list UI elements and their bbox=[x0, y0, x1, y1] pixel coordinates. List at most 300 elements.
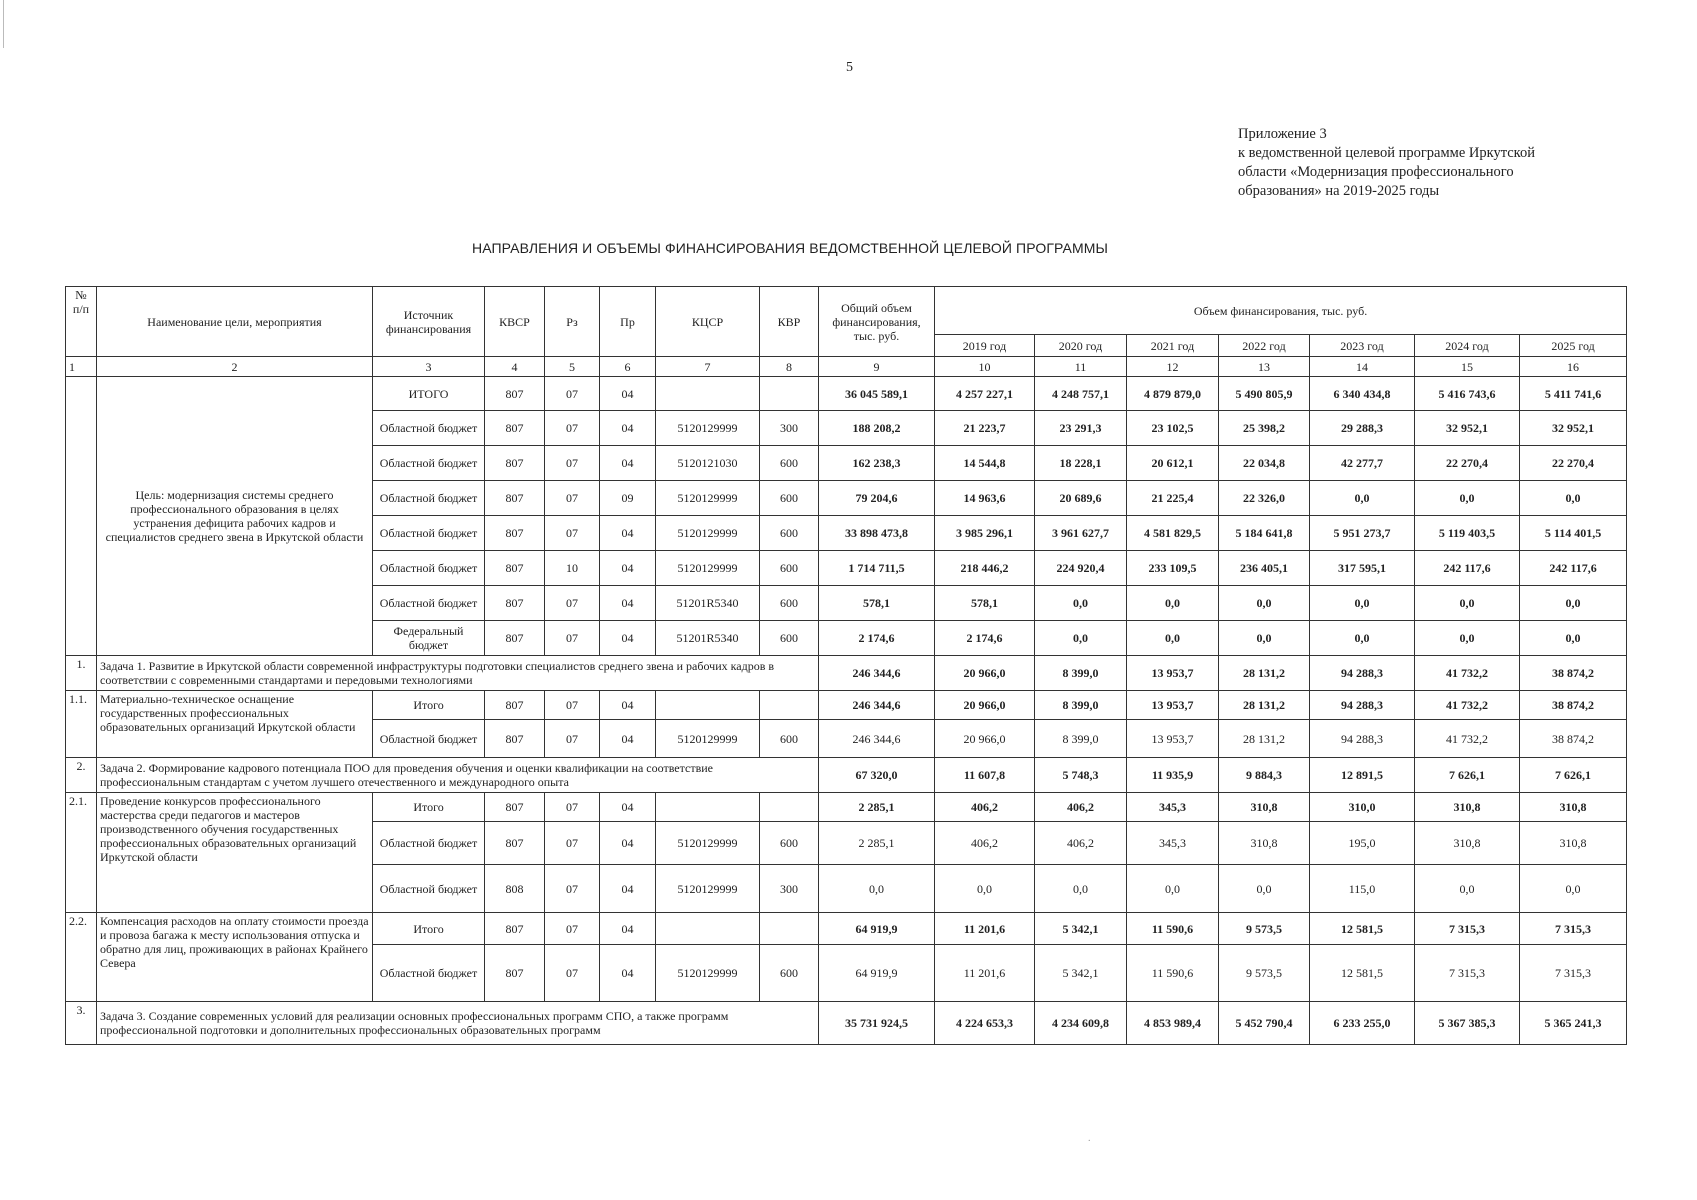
rz-cell: 07 bbox=[545, 793, 600, 822]
year-value-cell: 11 201,6 bbox=[935, 945, 1035, 1002]
year-value-cell: 233 109,5 bbox=[1127, 551, 1219, 586]
year-value-cell: 5 748,3 bbox=[1035, 758, 1127, 793]
row-number: 2.1. bbox=[66, 793, 97, 913]
year-value-cell: 18 228,1 bbox=[1035, 446, 1127, 481]
total-cell: 33 898 473,8 bbox=[819, 516, 935, 551]
year-value-cell: 22 270,4 bbox=[1415, 446, 1520, 481]
kvr-cell bbox=[760, 913, 819, 945]
kcsr-cell: 5120121030 bbox=[656, 446, 760, 481]
kvr-cell: 600 bbox=[760, 822, 819, 865]
total-cell: 35 731 924,5 bbox=[819, 1002, 935, 1045]
header-year: 2024 год bbox=[1415, 335, 1520, 357]
year-value-cell: 4 257 227,1 bbox=[935, 377, 1035, 411]
pr-cell: 04 bbox=[600, 411, 656, 446]
kcsr-cell: 51201R5340 bbox=[656, 621, 760, 656]
year-value-cell: 22 034,8 bbox=[1219, 446, 1310, 481]
kvr-cell: 300 bbox=[760, 865, 819, 913]
year-value-cell: 4 853 989,4 bbox=[1127, 1002, 1219, 1045]
source-cell: Областной бюджет bbox=[373, 945, 485, 1002]
year-value-cell: 7 315,3 bbox=[1415, 945, 1520, 1002]
col-number: 16 bbox=[1520, 357, 1627, 377]
kvr-cell: 600 bbox=[760, 446, 819, 481]
pr-cell: 04 bbox=[600, 913, 656, 945]
scan-speck: . bbox=[1088, 1133, 1091, 1144]
year-value-cell: 0,0 bbox=[1415, 865, 1520, 913]
appendix-line: области «Модернизация профессионального bbox=[1238, 164, 1514, 180]
year-value-cell: 14 963,6 bbox=[935, 481, 1035, 516]
row-number: 2. bbox=[66, 758, 97, 793]
header-kcsr: КЦСР bbox=[656, 287, 760, 357]
source-cell: Итого bbox=[373, 793, 485, 822]
header-year: 2025 год bbox=[1520, 335, 1627, 357]
col-number: 5 bbox=[545, 357, 600, 377]
kvr-cell: 600 bbox=[760, 720, 819, 758]
year-value-cell: 0,0 bbox=[1127, 621, 1219, 656]
header-year: 2020 год bbox=[1035, 335, 1127, 357]
col-number: 9 bbox=[819, 357, 935, 377]
year-value-cell: 13 953,7 bbox=[1127, 720, 1219, 758]
header-total: Общий объем финансирования, тыс. руб. bbox=[819, 287, 935, 357]
source-cell: Областной бюджет bbox=[373, 822, 485, 865]
col-number: 6 bbox=[600, 357, 656, 377]
year-value-cell: 8 399,0 bbox=[1035, 720, 1127, 758]
row-number: 1. bbox=[66, 656, 97, 691]
pr-cell: 04 bbox=[600, 621, 656, 656]
year-value-cell: 310,8 bbox=[1219, 822, 1310, 865]
row-number: 2.2. bbox=[66, 913, 97, 1002]
year-value-cell: 6 340 434,8 bbox=[1310, 377, 1415, 411]
kvr-cell: 600 bbox=[760, 516, 819, 551]
source-cell: Итого bbox=[373, 691, 485, 720]
task-row bbox=[66, 656, 1627, 691]
year-value-cell: 4 234 609,8 bbox=[1035, 1002, 1127, 1045]
source-cell: Областной бюджет bbox=[373, 720, 485, 758]
pr-cell: 04 bbox=[600, 551, 656, 586]
source-cell: Областной бюджет bbox=[373, 411, 485, 446]
kvsr-cell: 808 bbox=[485, 865, 545, 913]
header-kvsr: КВСР bbox=[485, 287, 545, 357]
rz-cell: 07 bbox=[545, 913, 600, 945]
year-value-cell: 9 573,5 bbox=[1219, 945, 1310, 1002]
year-value-cell: 4 224 653,3 bbox=[935, 1002, 1035, 1045]
year-value-cell: 20 966,0 bbox=[935, 691, 1035, 720]
year-value-cell: 28 131,2 bbox=[1219, 720, 1310, 758]
year-value-cell: 42 277,7 bbox=[1310, 446, 1415, 481]
kvr-cell bbox=[760, 377, 819, 411]
kcsr-cell bbox=[656, 913, 760, 945]
task-row bbox=[66, 1002, 1627, 1045]
pr-cell: 04 bbox=[600, 516, 656, 551]
kvsr-cell: 807 bbox=[485, 793, 545, 822]
year-value-cell: 12 581,5 bbox=[1310, 945, 1415, 1002]
header-row bbox=[66, 287, 1627, 335]
year-value-cell: 9 573,5 bbox=[1219, 913, 1310, 945]
year-value-cell: 0,0 bbox=[1310, 621, 1415, 656]
kvsr-cell: 807 bbox=[485, 586, 545, 621]
year-value-cell: 38 874,2 bbox=[1520, 656, 1627, 691]
header-year: 2019 год bbox=[935, 335, 1035, 357]
year-value-cell: 406,2 bbox=[1035, 822, 1127, 865]
year-value-cell: 5 367 385,3 bbox=[1415, 1002, 1520, 1045]
rz-cell: 07 bbox=[545, 377, 600, 411]
year-value-cell: 5 184 641,8 bbox=[1219, 516, 1310, 551]
year-value-cell: 38 874,2 bbox=[1520, 691, 1627, 720]
kvsr-cell: 807 bbox=[485, 822, 545, 865]
year-value-cell: 41 732,2 bbox=[1415, 720, 1520, 758]
year-value-cell: 8 399,0 bbox=[1035, 691, 1127, 720]
total-cell: 246 344,6 bbox=[819, 691, 935, 720]
header-pr: Пр bbox=[600, 287, 656, 357]
year-value-cell: 578,1 bbox=[935, 586, 1035, 621]
year-value-cell: 0,0 bbox=[1415, 621, 1520, 656]
year-value-cell: 21 225,4 bbox=[1127, 481, 1219, 516]
kvr-cell: 600 bbox=[760, 586, 819, 621]
kcsr-cell: 5120129999 bbox=[656, 481, 760, 516]
header-volume: Объем финансирования, тыс. руб. bbox=[935, 287, 1627, 335]
year-value-cell: 11 607,8 bbox=[935, 758, 1035, 793]
col-number: 10 bbox=[935, 357, 1035, 377]
total-cell: 64 919,9 bbox=[819, 913, 935, 945]
kcsr-cell: 5120129999 bbox=[656, 822, 760, 865]
year-value-cell: 32 952,1 bbox=[1415, 411, 1520, 446]
year-value-cell: 0,0 bbox=[1520, 481, 1627, 516]
kcsr-cell: 5120129999 bbox=[656, 865, 760, 913]
pr-cell: 09 bbox=[600, 481, 656, 516]
year-value-cell: 6 233 255,0 bbox=[1310, 1002, 1415, 1045]
total-cell: 188 208,2 bbox=[819, 411, 935, 446]
year-value-cell: 22 270,4 bbox=[1520, 446, 1627, 481]
total-cell: 162 238,3 bbox=[819, 446, 935, 481]
year-value-cell: 224 920,4 bbox=[1035, 551, 1127, 586]
year-value-cell: 0,0 bbox=[1127, 586, 1219, 621]
kvr-cell: 300 bbox=[760, 411, 819, 446]
header-kvr: КВР bbox=[760, 287, 819, 357]
year-value-cell: 5 951 273,7 bbox=[1310, 516, 1415, 551]
total-cell: 2 285,1 bbox=[819, 822, 935, 865]
appendix-line: образования» на 2019-2025 годы bbox=[1238, 183, 1440, 199]
total-cell: 2 174,6 bbox=[819, 621, 935, 656]
col-number: 7 bbox=[656, 357, 760, 377]
kvr-cell: 600 bbox=[760, 551, 819, 586]
kvr-cell: 600 bbox=[760, 621, 819, 656]
header-source: Источник финансирования bbox=[373, 287, 485, 357]
year-value-cell: 345,3 bbox=[1127, 793, 1219, 822]
pr-cell: 04 bbox=[600, 446, 656, 481]
appendix-line: к ведомственной целевой программе Иркутской bbox=[1238, 145, 1535, 161]
year-value-cell: 3 985 296,1 bbox=[935, 516, 1035, 551]
rz-cell: 10 bbox=[545, 551, 600, 586]
task-name: Задача 2. Формирование кадрового потенциала ПОО для проведения обучения и оценки квалификации на соответствие профессиональным стандартам с учетом лучшего отечественного и международного опыта bbox=[97, 758, 819, 793]
year-value-cell: 5 342,1 bbox=[1035, 913, 1127, 945]
kcsr-cell bbox=[656, 691, 760, 720]
year-value-cell: 317 595,1 bbox=[1310, 551, 1415, 586]
year-value-cell: 94 288,3 bbox=[1310, 720, 1415, 758]
year-value-cell: 218 446,2 bbox=[935, 551, 1035, 586]
year-value-cell: 94 288,3 bbox=[1310, 691, 1415, 720]
col-number: 2 bbox=[97, 357, 373, 377]
year-value-cell: 20 612,1 bbox=[1127, 446, 1219, 481]
year-value-cell: 310,0 bbox=[1310, 793, 1415, 822]
kvsr-cell: 807 bbox=[485, 945, 545, 1002]
pr-cell: 04 bbox=[600, 586, 656, 621]
year-value-cell: 21 223,7 bbox=[935, 411, 1035, 446]
kvr-cell bbox=[760, 691, 819, 720]
kcsr-cell: 5120129999 bbox=[656, 551, 760, 586]
source-cell: Федеральный бюджет bbox=[373, 621, 485, 656]
year-value-cell: 0,0 bbox=[1520, 865, 1627, 913]
year-value-cell: 345,3 bbox=[1127, 822, 1219, 865]
year-value-cell: 5 365 241,3 bbox=[1520, 1002, 1627, 1045]
year-value-cell: 28 131,2 bbox=[1219, 691, 1310, 720]
source-cell: Областной бюджет bbox=[373, 551, 485, 586]
year-value-cell: 0,0 bbox=[1415, 586, 1520, 621]
source-cell: Итого bbox=[373, 913, 485, 945]
year-value-cell: 13 953,7 bbox=[1127, 691, 1219, 720]
total-cell: 1 714 711,5 bbox=[819, 551, 935, 586]
pr-cell: 04 bbox=[600, 793, 656, 822]
kvsr-cell: 807 bbox=[485, 720, 545, 758]
pr-cell: 04 bbox=[600, 822, 656, 865]
source-cell: Областной бюджет bbox=[373, 865, 485, 913]
pr-cell: 04 bbox=[600, 720, 656, 758]
year-value-cell: 20 966,0 bbox=[935, 720, 1035, 758]
year-value-cell: 8 399,0 bbox=[1035, 656, 1127, 691]
kvsr-cell: 807 bbox=[485, 446, 545, 481]
rz-cell: 07 bbox=[545, 865, 600, 913]
kcsr-cell bbox=[656, 793, 760, 822]
appendix-line: Приложение 3 bbox=[1238, 126, 1327, 142]
header-year: 2023 год bbox=[1310, 335, 1415, 357]
year-value-cell: 310,8 bbox=[1415, 793, 1520, 822]
col-number: 12 bbox=[1127, 357, 1219, 377]
year-value-cell: 32 952,1 bbox=[1520, 411, 1627, 446]
year-value-cell: 4 879 879,0 bbox=[1127, 377, 1219, 411]
pr-cell: 04 bbox=[600, 691, 656, 720]
total-cell: 79 204,6 bbox=[819, 481, 935, 516]
year-value-cell: 5 490 805,9 bbox=[1219, 377, 1310, 411]
col-number: 1 bbox=[66, 357, 97, 377]
year-value-cell: 0,0 bbox=[1310, 481, 1415, 516]
source-cell: Областной бюджет bbox=[373, 446, 485, 481]
rz-cell: 07 bbox=[545, 586, 600, 621]
table-row bbox=[66, 913, 1627, 945]
kcsr-cell: 51201R5340 bbox=[656, 586, 760, 621]
column-number-row bbox=[66, 357, 1627, 377]
year-value-cell: 13 953,7 bbox=[1127, 656, 1219, 691]
kvsr-cell: 807 bbox=[485, 621, 545, 656]
year-value-cell: 3 961 627,7 bbox=[1035, 516, 1127, 551]
year-value-cell: 7 315,3 bbox=[1415, 913, 1520, 945]
year-value-cell: 115,0 bbox=[1310, 865, 1415, 913]
year-value-cell: 14 544,8 bbox=[935, 446, 1035, 481]
year-value-cell: 5 342,1 bbox=[1035, 945, 1127, 1002]
year-value-cell: 7 626,1 bbox=[1520, 758, 1627, 793]
kcsr-cell: 5120129999 bbox=[656, 945, 760, 1002]
year-value-cell: 29 288,3 bbox=[1310, 411, 1415, 446]
scan-edge-line bbox=[3, 0, 4, 48]
year-value-cell: 4 581 829,5 bbox=[1127, 516, 1219, 551]
year-value-cell: 41 732,2 bbox=[1415, 656, 1520, 691]
total-cell: 36 045 589,1 bbox=[819, 377, 935, 411]
year-value-cell: 0,0 bbox=[1520, 621, 1627, 656]
rz-cell: 07 bbox=[545, 945, 600, 1002]
kcsr-cell bbox=[656, 377, 760, 411]
row-number bbox=[66, 377, 97, 656]
year-value-cell: 0,0 bbox=[1219, 621, 1310, 656]
year-value-cell: 242 117,6 bbox=[1520, 551, 1627, 586]
header-year: 2022 год bbox=[1219, 335, 1310, 357]
year-value-cell: 236 405,1 bbox=[1219, 551, 1310, 586]
rz-cell: 07 bbox=[545, 446, 600, 481]
pr-cell: 04 bbox=[600, 945, 656, 1002]
pr-cell: 04 bbox=[600, 865, 656, 913]
kvr-cell: 600 bbox=[760, 945, 819, 1002]
col-number: 11 bbox=[1035, 357, 1127, 377]
activity-name: Материально-техническое оснащение государственных профессиональных образовательных организаций Иркутской области bbox=[97, 691, 373, 758]
kvsr-cell: 807 bbox=[485, 691, 545, 720]
header-name: Наименование цели, мероприятия bbox=[97, 287, 373, 357]
year-value-cell: 38 874,2 bbox=[1520, 720, 1627, 758]
source-cell: Областной бюджет bbox=[373, 586, 485, 621]
kvsr-cell: 807 bbox=[485, 913, 545, 945]
source-cell: ИТОГО bbox=[373, 377, 485, 411]
table-row bbox=[66, 793, 1627, 822]
year-value-cell: 25 398,2 bbox=[1219, 411, 1310, 446]
header-num: № п/п bbox=[66, 287, 97, 357]
year-value-cell: 2 174,6 bbox=[935, 621, 1035, 656]
year-value-cell: 94 288,3 bbox=[1310, 656, 1415, 691]
activity-name: Цель: модернизация системы среднего профессионального образования в целях устранения дефицита рабочих кадров и специалистов среднего звена в Иркутской области bbox=[97, 377, 373, 656]
year-value-cell: 20 689,6 bbox=[1035, 481, 1127, 516]
year-value-cell: 20 966,0 bbox=[935, 656, 1035, 691]
task-name: Задача 3. Создание современных условий для реализации основных профессиональных программ СПО, а также программ профессиональной подготовки и дополнительных профессиональных образовательных программ bbox=[97, 1002, 819, 1045]
col-number: 14 bbox=[1310, 357, 1415, 377]
year-value-cell: 28 131,2 bbox=[1219, 656, 1310, 691]
rz-cell: 07 bbox=[545, 691, 600, 720]
year-value-cell: 12 891,5 bbox=[1310, 758, 1415, 793]
year-value-cell: 23 102,5 bbox=[1127, 411, 1219, 446]
row-number: 1.1. bbox=[66, 691, 97, 758]
total-cell: 2 285,1 bbox=[819, 793, 935, 822]
kvr-cell bbox=[760, 793, 819, 822]
header-year: 2021 год bbox=[1127, 335, 1219, 357]
total-cell: 67 320,0 bbox=[819, 758, 935, 793]
page-number: 5 bbox=[846, 60, 853, 75]
year-value-cell: 406,2 bbox=[935, 822, 1035, 865]
col-number: 15 bbox=[1415, 357, 1520, 377]
kvr-cell: 600 bbox=[760, 481, 819, 516]
rz-cell: 07 bbox=[545, 516, 600, 551]
year-value-cell: 406,2 bbox=[935, 793, 1035, 822]
kvsr-cell: 807 bbox=[485, 377, 545, 411]
col-number: 4 bbox=[485, 357, 545, 377]
year-value-cell: 5 114 401,5 bbox=[1520, 516, 1627, 551]
year-value-cell: 0,0 bbox=[1415, 481, 1520, 516]
rz-cell: 07 bbox=[545, 621, 600, 656]
header-rz: Рз bbox=[545, 287, 600, 357]
source-cell: Областной бюджет bbox=[373, 481, 485, 516]
year-value-cell: 7 626,1 bbox=[1415, 758, 1520, 793]
year-value-cell: 0,0 bbox=[1219, 586, 1310, 621]
year-value-cell: 310,8 bbox=[1415, 822, 1520, 865]
year-value-cell: 5 416 743,6 bbox=[1415, 377, 1520, 411]
year-value-cell: 0,0 bbox=[1035, 865, 1127, 913]
year-value-cell: 5 452 790,4 bbox=[1219, 1002, 1310, 1045]
year-value-cell: 11 935,9 bbox=[1127, 758, 1219, 793]
source-cell: Областной бюджет bbox=[373, 516, 485, 551]
total-cell: 578,1 bbox=[819, 586, 935, 621]
year-value-cell: 0,0 bbox=[1310, 586, 1415, 621]
year-value-cell: 7 315,3 bbox=[1520, 913, 1627, 945]
year-value-cell: 310,8 bbox=[1520, 793, 1627, 822]
kvsr-cell: 807 bbox=[485, 516, 545, 551]
document-title: НАПРАВЛЕНИЯ И ОБЪЕМЫ ФИНАНСИРОВАНИЯ ВЕДОМСТВЕННОЙ ЦЕЛЕВОЙ ПРОГРАММЫ bbox=[472, 240, 1108, 256]
kvsr-cell: 807 bbox=[485, 481, 545, 516]
rz-cell: 07 bbox=[545, 411, 600, 446]
total-cell: 246 344,6 bbox=[819, 720, 935, 758]
col-number: 13 bbox=[1219, 357, 1310, 377]
rz-cell: 07 bbox=[545, 481, 600, 516]
year-value-cell: 41 732,2 bbox=[1415, 691, 1520, 720]
col-number: 8 bbox=[760, 357, 819, 377]
kvsr-cell: 807 bbox=[485, 411, 545, 446]
year-value-cell: 5 411 741,6 bbox=[1520, 377, 1627, 411]
appendix-note bbox=[1238, 125, 1598, 201]
year-value-cell: 406,2 bbox=[1035, 793, 1127, 822]
year-value-cell: 0,0 bbox=[1520, 586, 1627, 621]
year-value-cell: 23 291,3 bbox=[1035, 411, 1127, 446]
year-value-cell: 5 119 403,5 bbox=[1415, 516, 1520, 551]
kcsr-cell: 5120129999 bbox=[656, 516, 760, 551]
year-value-cell: 7 315,3 bbox=[1520, 945, 1627, 1002]
table-row bbox=[66, 377, 1627, 411]
year-value-cell: 11 201,6 bbox=[935, 913, 1035, 945]
total-cell: 64 919,9 bbox=[819, 945, 935, 1002]
kvsr-cell: 807 bbox=[485, 551, 545, 586]
activity-name: Проведение конкурсов профессионального мастерства среди педагогов и мастеров производственного обучения государственных профессиональных образовательных организаций Иркутской области bbox=[97, 793, 373, 913]
year-value-cell: 0,0 bbox=[1219, 865, 1310, 913]
year-value-cell: 9 884,3 bbox=[1219, 758, 1310, 793]
year-value-cell: 11 590,6 bbox=[1127, 913, 1219, 945]
rz-cell: 07 bbox=[545, 720, 600, 758]
year-value-cell: 0,0 bbox=[935, 865, 1035, 913]
task-name: Задача 1. Развитие в Иркутской области современной инфраструктуры подготовки специалистов среднего звена и рабочих кадров в соответствии с современными стандартами и передовыми технологиями bbox=[97, 656, 819, 691]
year-value-cell: 195,0 bbox=[1310, 822, 1415, 865]
year-value-cell: 4 248 757,1 bbox=[1035, 377, 1127, 411]
total-cell: 0,0 bbox=[819, 865, 935, 913]
year-value-cell: 310,8 bbox=[1219, 793, 1310, 822]
year-value-cell: 0,0 bbox=[1035, 621, 1127, 656]
year-value-cell: 12 581,5 bbox=[1310, 913, 1415, 945]
kcsr-cell: 5120129999 bbox=[656, 411, 760, 446]
year-value-cell: 22 326,0 bbox=[1219, 481, 1310, 516]
year-value-cell: 0,0 bbox=[1035, 586, 1127, 621]
activity-name: Компенсация расходов на оплату стоимости проезда и провоза багажа к месту использования отпуска и обратно для лиц, проживающих в районах Крайнего Севера bbox=[97, 913, 373, 1002]
row-number: 3. bbox=[66, 1002, 97, 1045]
kcsr-cell: 5120129999 bbox=[656, 720, 760, 758]
year-value-cell: 11 590,6 bbox=[1127, 945, 1219, 1002]
rz-cell: 07 bbox=[545, 822, 600, 865]
financing-table bbox=[65, 286, 1627, 1045]
pr-cell: 04 bbox=[600, 377, 656, 411]
year-value-cell: 242 117,6 bbox=[1415, 551, 1520, 586]
year-value-cell: 310,8 bbox=[1520, 822, 1627, 865]
total-cell: 246 344,6 bbox=[819, 656, 935, 691]
col-number: 3 bbox=[373, 357, 485, 377]
task-row bbox=[66, 758, 1627, 793]
year-value-cell: 0,0 bbox=[1127, 865, 1219, 913]
table-row bbox=[66, 691, 1627, 720]
